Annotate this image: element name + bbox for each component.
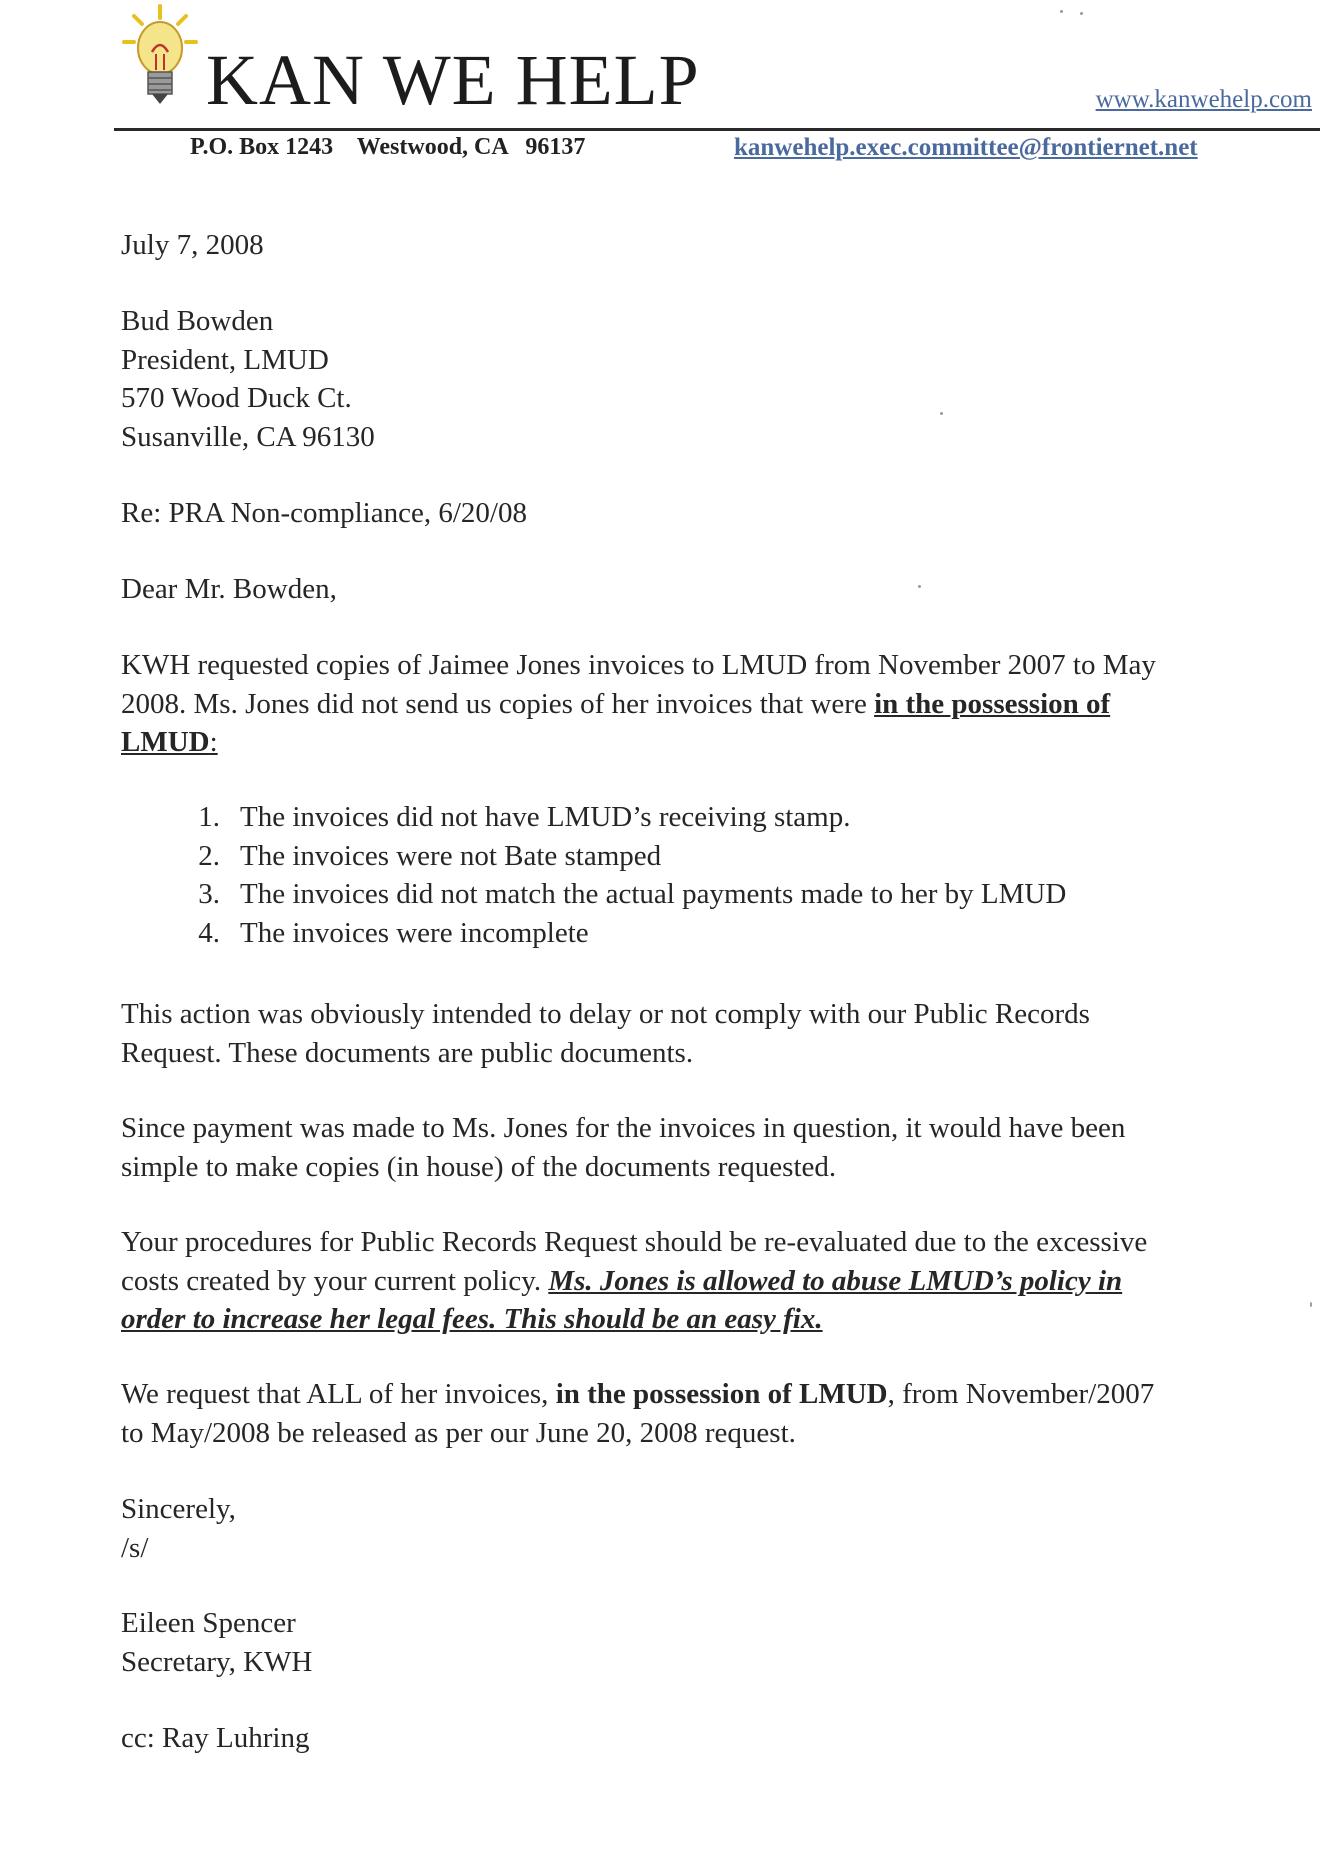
- list-text: The invoices did not match the actual payments made to her by LMUD: [240, 878, 1067, 910]
- signature: /s/: [121, 1531, 149, 1564]
- scan-speck: [1310, 1302, 1312, 1307]
- list-text: The invoices did not have LMUD’s receiving stamp.: [240, 801, 851, 833]
- emphasis-text: in the possession of: [874, 687, 1111, 720]
- closing-block: [121, 1490, 1321, 1567]
- scan-speck: [1060, 10, 1063, 13]
- paragraph-line: Your procedures for Public Records Request should be re-evaluated due to the excessive: [121, 1226, 1148, 1258]
- paragraph-payment: [121, 1109, 1321, 1186]
- organization-name: KAN WE HELP: [206, 40, 700, 120]
- paragraph-line: simple to make copies (in house) of the documents requested.: [121, 1150, 837, 1183]
- signer-name: Eileen Spencer: [121, 1607, 296, 1639]
- paragraph-procedures: [121, 1223, 1321, 1339]
- emphasis-text: in the possession of LMUD: [555, 1378, 888, 1410]
- list-item: [160, 837, 1066, 876]
- recipient-street: 570 Wood Duck Ct.: [121, 382, 352, 414]
- paragraph-intent: [121, 995, 1321, 1072]
- email-link[interactable]: kanwehelp.exec.committee@frontiernet.net: [734, 134, 1198, 161]
- list-number: 1.: [198, 801, 220, 833]
- list-text: The invoices were not Bate stamped: [240, 839, 662, 872]
- text-run: We request that ALL of her invoices,: [121, 1378, 556, 1410]
- text-run: 2008. Ms. Jones did not send us copies of her invoices that were: [121, 687, 875, 720]
- paragraph-line: [121, 685, 1321, 724]
- list-item: [160, 914, 1066, 953]
- closing: Sincerely,: [121, 1493, 236, 1525]
- text-run: :: [209, 726, 218, 758]
- paragraph-line: [121, 1262, 1321, 1301]
- list-number: 4.: [198, 916, 220, 949]
- cc-line: cc: Ray Luhring: [121, 1722, 310, 1754]
- list-text: The invoices were incomplete: [240, 916, 589, 949]
- text-run: , from November/2007: [887, 1378, 1155, 1410]
- paragraph-line: Since payment was made to Ms. Jones for the invoices in question, it would have been: [121, 1112, 1126, 1144]
- list-item: [160, 875, 1066, 914]
- emphasis-text: Ms. Jones is allowed to abuse LMUD’s policy in: [548, 1264, 1123, 1297]
- paragraph-line: [121, 723, 1321, 762]
- paragraph-request: [121, 646, 1321, 762]
- paragraph-line: Request. These documents are public documents.: [121, 1036, 694, 1069]
- paragraph-line: KWH requested copies of Jaimee Jones invoices to LMUD from November 2007 to May: [121, 649, 1156, 681]
- po-box: P.O. Box 1243: [190, 134, 334, 160]
- signer-block: [121, 1604, 1321, 1681]
- emphasis-text: LMUD: [121, 726, 210, 758]
- recipient-name: Bud Bowden: [121, 305, 274, 337]
- paragraph-request-release: [121, 1375, 1321, 1452]
- scan-speck: [940, 412, 943, 415]
- letter-date: July 7, 2008: [121, 229, 264, 261]
- recipient-title: President, LMUD: [121, 343, 329, 376]
- subject-line: Re: PRA Non-compliance, 6/20/08: [121, 497, 527, 529]
- website-link[interactable]: www.kanwehelp.com: [1095, 86, 1312, 113]
- scan-speck: [1080, 12, 1083, 15]
- letterhead-divider: [114, 128, 1320, 131]
- scan-speck: [918, 585, 921, 588]
- paragraph-line: [121, 1375, 1321, 1414]
- recipient-city: Susanville, CA 96130: [121, 420, 375, 453]
- reasons-list: [160, 798, 1066, 952]
- list-item: [160, 798, 1066, 837]
- mailing-address: [190, 134, 585, 161]
- paragraph-line: to May/2008 be released as per our June 20, 2008 request.: [121, 1416, 796, 1449]
- list-number: 3.: [198, 878, 220, 910]
- text-run: costs created by your current policy.: [121, 1264, 549, 1297]
- paragraph-line: [121, 1300, 1321, 1339]
- recipient-address: [121, 302, 1321, 456]
- city-state-zip: Westwood, CA 96137: [356, 134, 586, 160]
- list-number: 2.: [198, 839, 220, 872]
- salutation: Dear Mr. Bowden,: [121, 573, 337, 605]
- paragraph-line: This action was obviously intended to delay or not comply with our Public Records: [121, 998, 1090, 1030]
- emphasis-text: order to increase her legal fees. This should be an easy fix.: [121, 1303, 823, 1335]
- signer-title: Secretary, KWH: [121, 1645, 313, 1678]
- lightbulb-icon: [122, 2, 208, 110]
